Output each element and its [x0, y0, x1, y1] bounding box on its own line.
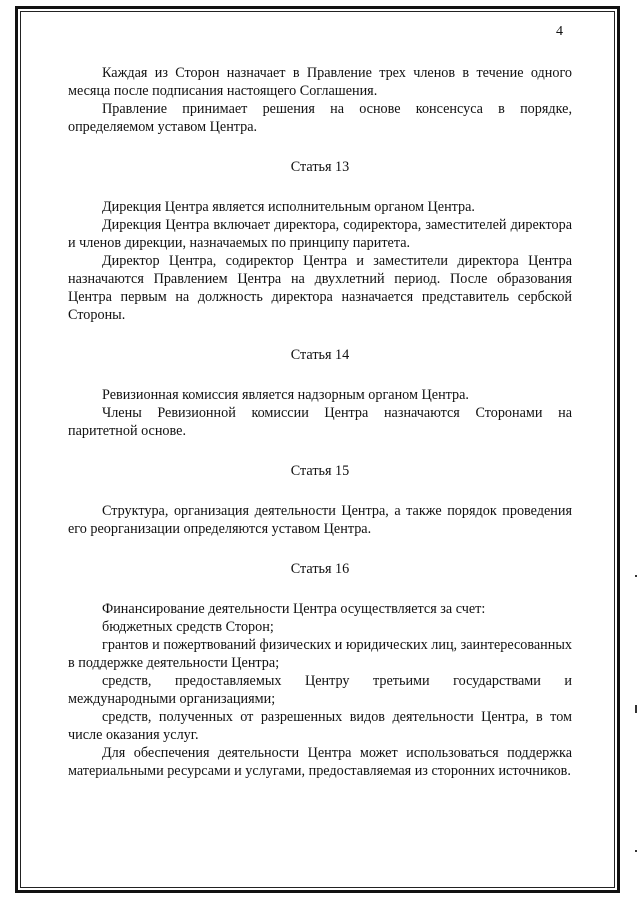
paragraph: Члены Ревизионной комиссии Центра назначаются Сторонами на паритетной основе. [68, 405, 572, 439]
document-body [68, 64, 572, 780]
paragraph: Дирекция Центра включает директора, содиректора, заместителей директора и членов дирекции, назначаемых по принципу паритета. [68, 217, 572, 251]
article-heading: Статья 16 [290, 561, 350, 577]
paragraph: Ревизионная комиссия является надзорным органом Центра. [102, 387, 469, 403]
scan-mark [635, 850, 637, 852]
list-item: средств, предоставляемых Центру третьими государствами и международными организациями; [68, 673, 572, 707]
paragraph: Дирекция Центра является исполнительным органом Центра. [102, 199, 475, 215]
list-item: бюджетных средств Сторон; [102, 619, 274, 635]
article-heading: Статья 14 [290, 347, 350, 363]
paragraph: Для обеспечения деятельности Центра может использоваться поддержка материальными ресурсами и услугами, предоставляемая из сторонних источников. [68, 745, 572, 779]
page-number: 4 [556, 24, 563, 39]
paragraph: Финансирование деятельности Центра осуществляется за счет: [102, 601, 486, 617]
paragraph: Структура, организация деятельности Центра, а также порядок проведения его реорганизации определяются уставом Центра. [68, 503, 572, 537]
list-item: средств, полученных от разрешенных видов деятельности Центра, в том числе оказания услуг. [68, 709, 572, 743]
paragraph: Правление принимает решения на основе консенсуса в порядке, определяемом уставом Центра. [68, 101, 572, 135]
article-heading: Статья 13 [290, 159, 350, 175]
article-heading: Статья 15 [290, 463, 350, 479]
scan-mark [635, 705, 637, 713]
scan-mark [635, 575, 637, 577]
paragraph: Директор Центра, содиректор Центра и заместители директора Центра назначаются Правлением Центра на двухлетний период. После образования Центра первым на должность директора назначается представитель сербской Стороны. [68, 253, 572, 323]
list-item: грантов и пожертвований физических и юридических лиц, заинтересованных в поддержке деятельности Центра; [68, 637, 572, 671]
paragraph: Каждая из Сторон назначает в Правление трех членов в течение одного месяца после подписания настоящего Соглашения. [68, 65, 572, 99]
